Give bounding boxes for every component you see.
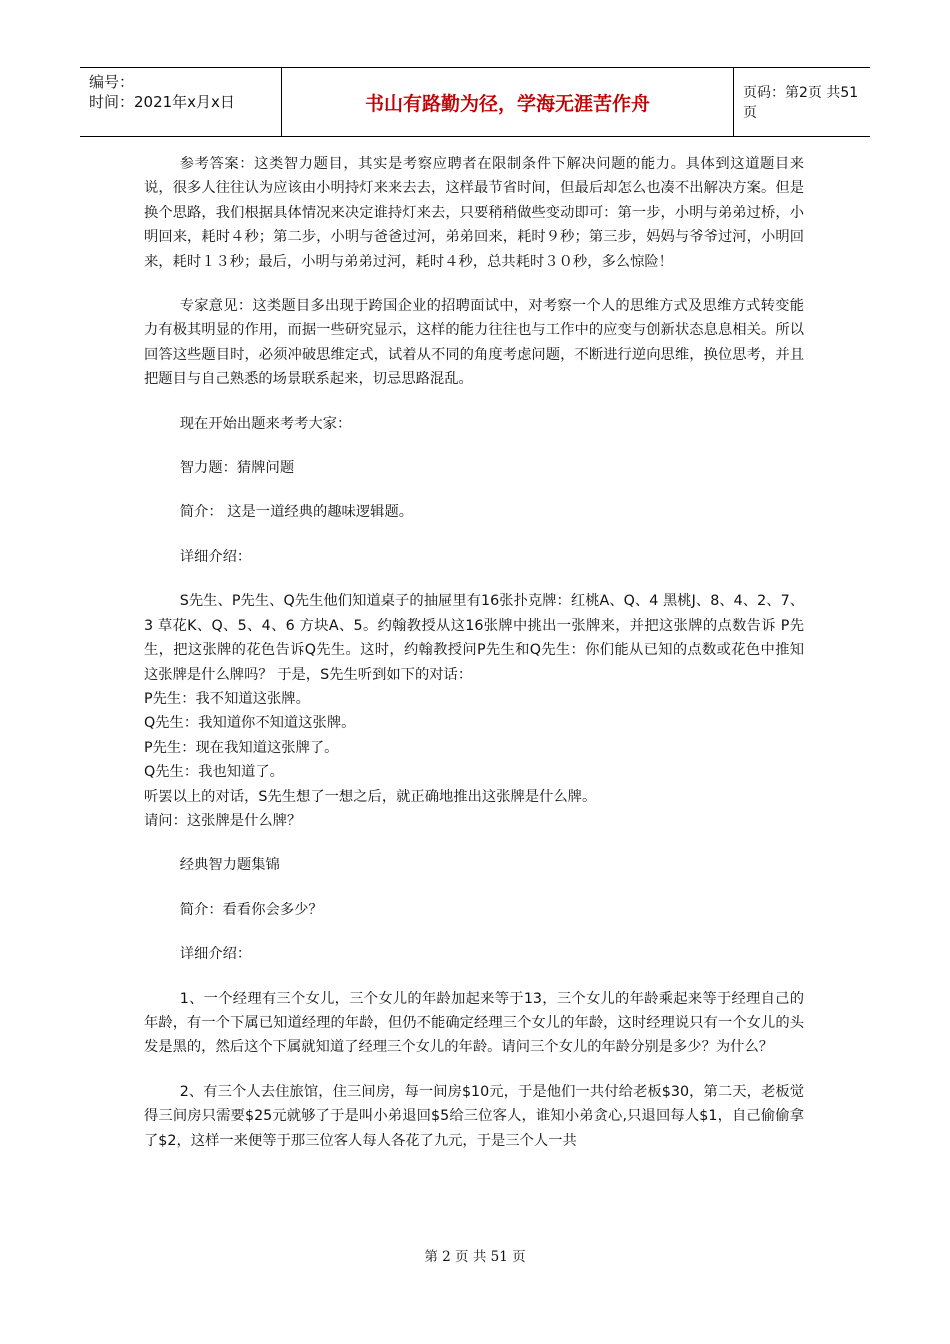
header-page-number: 页码：第2页 共51页 xyxy=(743,85,859,121)
dialog-line: P先生：现在我知道这张牌了。 xyxy=(144,739,339,756)
card-puzzle-paragraph: S先生、P先生、Q先生他们知道桌子的抽屉里有16张扑克牌：红桃A、Q、4 黑桃J、8、4、2、7、3 草花K、Q、5、4、6 方块A、5。约翰教授从这16张牌中挑出一张牌来，并把这张牌的点数告诉 P先生，把这张牌的花色告诉Q先生。这时，约翰教授问P先生和Q先生：你们能从已知的点数或花色中推知这张牌是什么牌吗？ 于是，S先生听到如下的对话： xyxy=(144,593,804,683)
intro-line: 简介：看看你会多少？ xyxy=(179,901,323,918)
page-header xyxy=(80,67,870,137)
detail-heading: 详细介绍： xyxy=(179,946,252,963)
question-line: 请问：这张牌是什么牌？ xyxy=(144,812,302,829)
page-footer: 第 2 页 共 51 页 xyxy=(424,1249,526,1265)
start-line: 现在开始出题来考考大家： xyxy=(179,415,352,432)
dialog-line: P先生：我不知道这张牌。 xyxy=(144,690,310,707)
detail-heading: 详细介绍： xyxy=(179,548,252,565)
question-paragraph-1: 1、一个经理有三个女儿，三个女儿的年龄加起来等于13，三个女儿的年龄乘起来等于经理自己的年龄，有一个下属已知道经理的年龄，但仍不能确定经理三个女儿的年龄，这时经理说只有一个女儿的头发是黑的，然后这个下属就知道了经理三个女儿的年龄。请问三个女儿的年龄分别是多少？为什么？ xyxy=(144,990,804,1056)
collection-title: 经典智力题集锦 xyxy=(179,857,280,874)
answer-paragraph: 参考答案：这类智力题目，其实是考察应聘者在限制条件下解决问题的能力。具体到这道题目来说，很多人往往认为应该由小明持灯来来去去，这样最节省时间，但最后却怎么也凑不出解决方案。但是换个思路，我们根据具体情况来决定谁持灯来去，只要稍稍做些变动即可：第一步，小明与弟弟过桥，小明回来，耗时４秒；第二步，小明与爸爸过河，弟弟回来，耗时９秒；第三步，妈妈与爷爷过河，小明回来，耗时１３秒；最后，小明与弟弟过河，耗时４秒，总共耗时３０秒，多么惊险！ xyxy=(144,156,804,270)
dialog-line: Q先生：我也知道了。 xyxy=(144,764,284,781)
header-meta-cell xyxy=(80,68,282,136)
date-label: 时间：2021年x月x日 xyxy=(89,93,235,111)
motto: 书山有路勤为径，学海无涯苦作舟 xyxy=(282,68,734,136)
dialog-line: Q先生：我知道你不知道这张牌。 xyxy=(144,715,356,732)
conclusion-line: 听罢以上的对话，S先生想了一想之后，就正确地推出这张牌是什么牌。 xyxy=(144,788,597,805)
question-paragraph-2: 2、有三个人去住旅馆，住三间房，每一间房$10元，于是他们一共付给老板$30，第二天，老板觉得三间房只需要$25元就够了于是叫小弟退回$5给三位客人，谁知小弟贪心,只退回每人$1，自己偷偷拿了$2，这样一来便等于那三位客人每人各花了九元，于是三个人一共 xyxy=(144,1083,804,1149)
document-body xyxy=(144,152,804,1153)
intro-line: 简介： 这是一道经典的趣味逻辑题。 xyxy=(179,504,414,521)
puzzle-title: 智力题：猜牌问题 xyxy=(179,460,295,477)
expert-paragraph: 专家意见：这类题目多出现于跨国企业的招聘面试中，对考察一个人的思维方式及思维方式转变能力有极其明显的作用，而据一些研究显示，这样的能力往往也与工作中的应变与创新状态息息相关。所以回答这些题目时，必须冲破思维定式，试着从不同的角度考虑问题，不断进行逆向思维，换位思考，并且把题目与自己熟悉的场景联系起来，切忌思路混乱。 xyxy=(144,298,804,388)
number-label: 编号： xyxy=(89,73,135,91)
